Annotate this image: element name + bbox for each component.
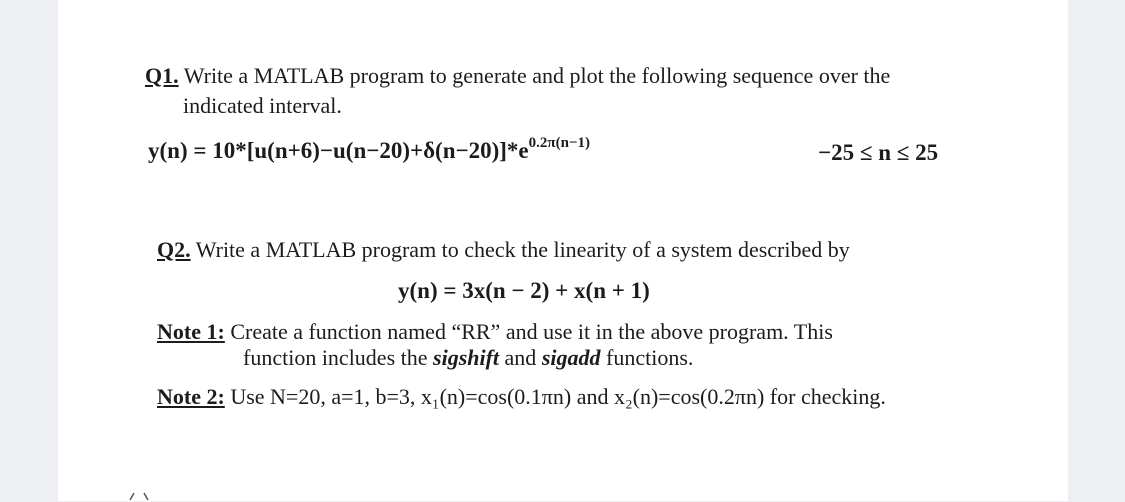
note1-sigshift: sigshift [433, 345, 500, 370]
note1-line1 [157, 319, 833, 345]
note2-line [157, 384, 886, 410]
q1-line1 [145, 63, 890, 89]
note2-label: Note 2: [157, 384, 225, 409]
q1-text: Write a MATLAB program to generate and plot the following sequence over the [183, 63, 891, 88]
q1-interval: −25 ≤ n ≤ 25 [818, 140, 939, 165]
note1-line2 [243, 345, 693, 371]
note1-text: Create a function named “RR” and use it in the above program. This [230, 319, 833, 344]
q1-label: Q1. [145, 63, 179, 88]
q2-label: Q2. [157, 237, 191, 262]
q2-line1 [157, 237, 850, 263]
q2-equation: y(n) = 3x(n − 2) + x(n + 1) [398, 278, 650, 303]
note2-text: Use N=20, a=1, b=3, x₁(n)=cos(0.1πn) and x₂(n)=cos(0.2πn) for checking. [230, 384, 886, 409]
note1-line2-b: functions. [600, 345, 694, 370]
note1-sigadd: sigadd [541, 345, 601, 370]
q2-text: Write a MATLAB program to check the linearity of a system described by [195, 237, 850, 262]
note1-label: Note 1: [157, 319, 225, 344]
note1-and: and [499, 345, 542, 370]
note1-line2-a: function includes the [243, 345, 434, 370]
q1-equation-main: y(n) = 10*[u(n+6)−u(n−20)+δ(n−20)]*e [148, 138, 529, 163]
q1-equation-exponent: 0.2π(n−1) [528, 135, 590, 151]
partial-glyph-icon [128, 490, 154, 502]
q1-equation [148, 135, 590, 164]
q1-line2: indicated interval. [183, 93, 342, 118]
